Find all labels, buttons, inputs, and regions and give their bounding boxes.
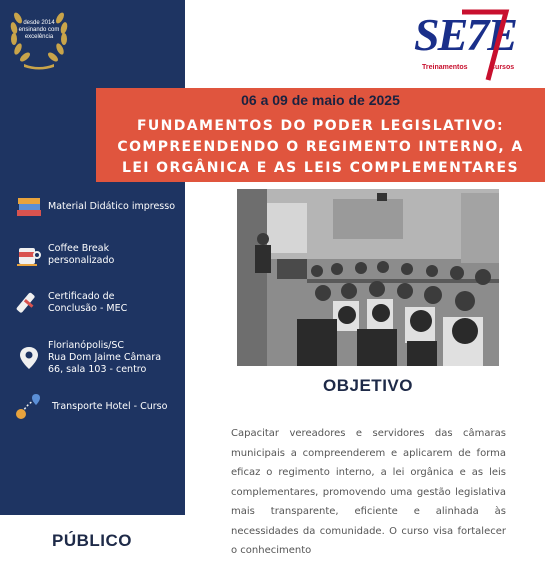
laurel-badge <box>4 4 74 70</box>
feature-location <box>14 340 161 376</box>
logo-seven-icon <box>410 6 530 84</box>
route-icon <box>14 392 44 422</box>
event-date: 06 a 09 de maio de 2025 <box>241 92 400 108</box>
classroom-photo <box>237 189 499 366</box>
badge-line-2: ensinando com <box>18 27 60 33</box>
feature-material-line-1: Material Didático impresso <box>48 201 176 212</box>
feature-location-line-2: Rua Dom Jaime Câmara <box>48 352 162 363</box>
feature-coffee <box>14 240 114 270</box>
feature-coffee-line-1: Coffee Break <box>48 243 110 254</box>
publico-heading: PÚBLICO <box>52 531 132 550</box>
feature-certificate <box>14 288 127 318</box>
logo-tag-right: Cursos <box>490 64 515 71</box>
course-title-line-2: COMPREENDENDO O REGIMENTO INTERNO, A <box>117 139 524 155</box>
se7e-logo <box>410 6 530 84</box>
feature-transport <box>14 392 167 422</box>
feature-transport-line-1: Transporte Hotel - Curso <box>52 401 168 412</box>
feature-certificate-line-1: Certificado de <box>48 291 115 302</box>
feature-location-line-3: 66, sala 103 - centro <box>48 364 147 375</box>
feature-transport-text <box>52 401 167 413</box>
certificate-icon <box>14 288 44 318</box>
logo-letters: SE7E <box>414 9 516 60</box>
course-title <box>100 116 541 179</box>
feature-material <box>14 192 175 222</box>
objetivo-text: Capacitar vereadores e servidores das câmaras municipais a compreenderem e aplicarem de forma eficaz o regimento interno, a lei orgânica e as leis complementares, promovendo uma gestão legislativa mais transparente, eficiente e alinhada às necessidades da comunidade. O curso visa fortalecer o conhecimento <box>231 428 506 556</box>
feature-coffee-line-2: personalizado <box>48 255 115 266</box>
objetivo-heading: OBJETIVO <box>323 376 413 395</box>
feature-location-text <box>48 340 161 376</box>
feature-coffee-text <box>48 243 114 267</box>
badge-line-3: excelência <box>24 34 54 40</box>
location-pin-icon <box>14 343 44 373</box>
feature-certificate-line-2: Conclusão - MEC <box>48 303 128 314</box>
books-icon <box>14 192 44 222</box>
feature-certificate-text <box>48 291 127 315</box>
badge-line-1: desde 2014 <box>23 20 55 26</box>
logo-tag-left: Treinamentos <box>422 64 468 71</box>
course-title-line-3: LEI ORGÂNICA E AS LEIS COMPLEMENTARES <box>122 160 519 176</box>
feature-material-text <box>48 201 175 213</box>
feature-location-line-1: Florianópolis/SC <box>48 340 125 351</box>
course-title-line-1: FUNDAMENTOS DO PODER LEGISLATIVO: <box>136 118 505 134</box>
coffee-icon <box>14 240 44 270</box>
